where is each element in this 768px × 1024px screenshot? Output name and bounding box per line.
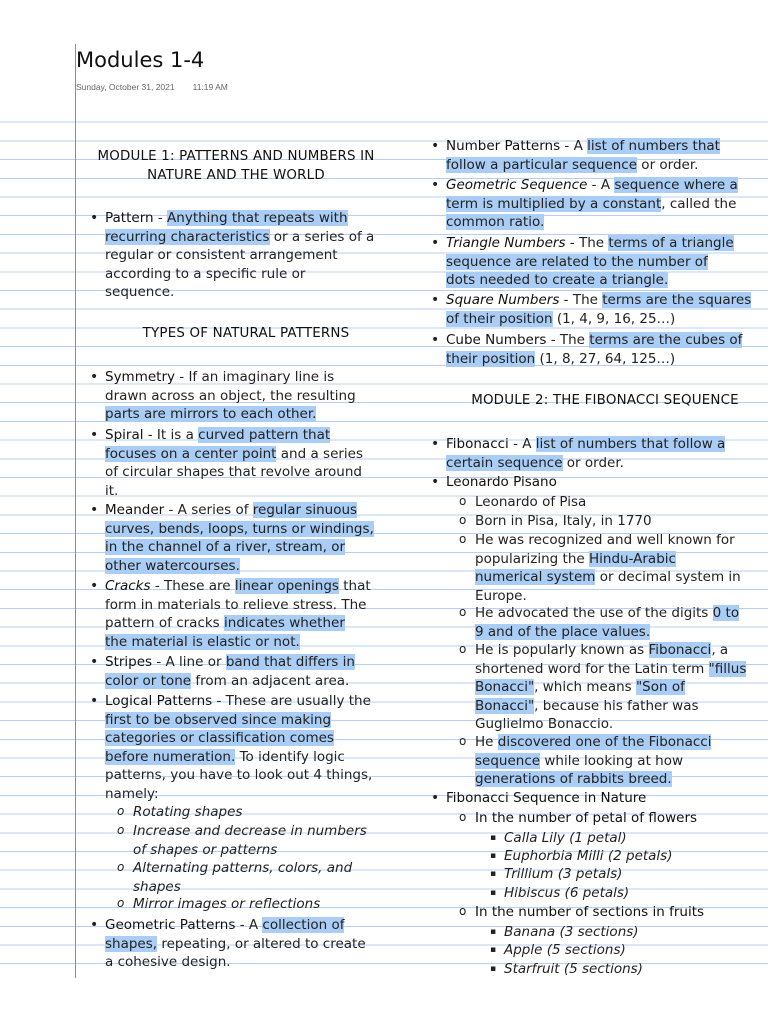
text-run: , which means bbox=[534, 679, 636, 695]
text-run: , a bbox=[711, 642, 729, 658]
text-run: linear openings bbox=[234, 578, 339, 594]
text-run: form in materials to relieve stress. The bbox=[105, 596, 367, 613]
text-run: patterns, you have to look out 4 things, bbox=[105, 767, 373, 783]
bullet-symmetry bbox=[105, 368, 395, 424]
text-run: Bonacci" bbox=[475, 679, 535, 695]
text-run: sequence where a bbox=[614, 177, 738, 193]
text-run: - The bbox=[546, 332, 590, 348]
text-run: dots needed to create a triangle. bbox=[446, 272, 669, 288]
text-run: of circular shapes that revolve around bbox=[105, 464, 362, 480]
fruit-item: ▪ Banana (3 sections) bbox=[504, 923, 764, 942]
text-run: from an adjacent area. bbox=[191, 672, 350, 689]
text-run: sequence. bbox=[105, 284, 175, 300]
text-run: band that differs in bbox=[225, 654, 355, 670]
term-label: Cracks bbox=[105, 578, 151, 594]
text-run: color or tone bbox=[105, 672, 192, 689]
bullet-leonardo-pisano bbox=[446, 473, 766, 492]
text-run: repeating, or altered to create bbox=[157, 935, 366, 952]
text-run: - The bbox=[559, 292, 603, 308]
page-bottom-whitespace bbox=[0, 978, 768, 1024]
text-run: - These are bbox=[150, 578, 235, 594]
bullet-square-numbers bbox=[446, 291, 766, 328]
logic-subitem bbox=[133, 803, 395, 822]
text-run: other watercourses. bbox=[105, 557, 240, 574]
term-label: Symmetry bbox=[105, 369, 175, 385]
bullet-spiral bbox=[105, 426, 395, 500]
module2-heading: MODULE 2: THE FIBONACCI SEQUENCE bbox=[471, 393, 739, 408]
text-run: shortened word for the Latin term bbox=[475, 660, 709, 677]
text-run: first to be observed since making bbox=[105, 711, 332, 728]
text-run: , because his father was bbox=[534, 697, 699, 714]
text-run: categories or classification comes bbox=[105, 730, 334, 746]
text-run: in the channel of a river, stream, or bbox=[105, 539, 346, 555]
bullet-cube-numbers bbox=[446, 331, 766, 368]
text-run: or a series of a bbox=[269, 228, 375, 245]
text-run: Hindu-Arabic bbox=[588, 550, 676, 567]
text-run: sequence bbox=[475, 752, 541, 769]
text-run: according to a specific rule or bbox=[105, 265, 306, 282]
text-run: (1, 4, 9, 16, 25…) bbox=[552, 310, 676, 327]
text-run: He was recognized and well known for bbox=[475, 532, 735, 548]
text-run: - A series of bbox=[164, 502, 253, 518]
text-run: drawn across an object, the resulting bbox=[105, 387, 356, 404]
text-run: Fibonacci bbox=[648, 642, 712, 658]
term-label: Geometric Patterns bbox=[105, 917, 236, 933]
term-fibonacci: Fibonacci bbox=[446, 436, 509, 452]
text-run: curves, bends, loops, turns or windings, bbox=[105, 520, 374, 537]
text-run: regular or consistent arrangement bbox=[105, 247, 338, 263]
text-run: generations of rabbits breed. bbox=[475, 771, 672, 787]
text-run: - A bbox=[560, 138, 588, 154]
text-run: common ratio. bbox=[446, 214, 545, 230]
petals-heading: In the number of petal of flowers bbox=[475, 810, 698, 826]
bullet-geometric-sequence bbox=[446, 176, 766, 232]
term-label: Cube Numbers bbox=[446, 332, 547, 348]
bullet-triangle-numbers bbox=[446, 234, 766, 290]
pisano-subitem bbox=[475, 641, 767, 734]
logic-subitem-text: Increase and decrease in numbers bbox=[133, 823, 367, 839]
petal-item: ▪ Hibiscus (6 petals) bbox=[504, 884, 764, 903]
term-label: Square Numbers bbox=[446, 292, 560, 308]
text-run: list of numbers that bbox=[587, 138, 720, 154]
text-run: Guglielmo Bonaccio. bbox=[475, 716, 614, 732]
logic-subitem-text: Mirror images or reflections bbox=[133, 896, 321, 912]
text-run: - A bbox=[587, 177, 615, 193]
text-run: recurring characteristics bbox=[105, 228, 270, 245]
text-run: 9 and of the place values. bbox=[475, 623, 651, 640]
text-run: "Son of bbox=[635, 679, 685, 695]
text-run: it. bbox=[105, 482, 119, 499]
term-label: Stripes bbox=[105, 654, 153, 670]
text-run: - A bbox=[508, 436, 536, 452]
bullet-meander bbox=[105, 501, 395, 575]
module1-heading-line2: NATURE AND THE WORLD bbox=[147, 168, 325, 183]
text-run: curved pattern that bbox=[198, 427, 331, 443]
text-run: discovered one of the Fibonacci bbox=[497, 734, 712, 750]
text-run: Anything that repeats with bbox=[167, 210, 348, 226]
text-run: or decimal system in bbox=[595, 569, 741, 585]
text-run: that bbox=[338, 578, 371, 594]
bullet-number-patterns bbox=[446, 137, 766, 174]
text-run: numerical system bbox=[475, 569, 596, 585]
text-run: - The bbox=[565, 235, 609, 251]
text-run: term is multiplied by a constant bbox=[446, 195, 662, 212]
text-run: list of numbers that follow a bbox=[535, 436, 726, 452]
fruits-heading: In the number of sections in fruits bbox=[475, 904, 705, 920]
types-heading: TYPES OF NATURAL PATTERNS bbox=[142, 326, 350, 341]
petal-item: ▪ Trillium (3 petals) bbox=[504, 865, 764, 884]
petal-item: ▪ Euphorbia Milli (2 petals) bbox=[504, 847, 764, 866]
module1-heading bbox=[76, 147, 396, 185]
text-run: focuses on a center point bbox=[105, 445, 277, 462]
text-run: namely: bbox=[105, 785, 159, 802]
text-run: Europe. bbox=[475, 587, 527, 604]
logic-subitem-text: Alternating patterns, colors, and bbox=[133, 860, 353, 876]
text-run: He bbox=[475, 734, 498, 750]
text-run: the material is elastic or not. bbox=[105, 633, 300, 650]
fruit-item: ▪ Starfruit (5 sections) bbox=[504, 960, 764, 978]
page-title: Modules 1-4 bbox=[76, 48, 205, 72]
text-run: 0 to bbox=[712, 605, 740, 621]
text-run: while looking at how bbox=[540, 752, 684, 769]
sub-fruits bbox=[475, 903, 765, 922]
text-run: - It is a bbox=[143, 427, 199, 443]
term-label: Meander bbox=[105, 502, 165, 518]
logic-subitem-text: Rotating shapes bbox=[133, 804, 243, 820]
module1-heading-line1: MODULE 1: PATTERNS AND NUMBERS IN bbox=[97, 149, 375, 164]
text-run: , called the bbox=[661, 195, 737, 212]
text-run: - A line or bbox=[152, 654, 226, 670]
text-run: sequence are related to the number of bbox=[446, 253, 708, 270]
pisano-subitem bbox=[475, 604, 767, 641]
bullet-fibonacci bbox=[446, 435, 766, 472]
text-run: or order. bbox=[637, 156, 699, 173]
term-pattern: Pattern bbox=[105, 210, 154, 226]
text-run: To identify logic bbox=[235, 748, 345, 765]
text-run: He advocated the use of the digits bbox=[475, 605, 713, 621]
bullet-cracks bbox=[105, 577, 395, 651]
text-run: - bbox=[153, 210, 168, 226]
term-label: Spiral bbox=[105, 427, 144, 443]
page-time: 11:19 AM bbox=[192, 82, 228, 92]
text-run: - If an imaginary line is bbox=[175, 369, 335, 385]
text-run: terms are the squares bbox=[602, 292, 752, 308]
text-run: and a series bbox=[276, 445, 364, 462]
pisano-subitem bbox=[475, 512, 767, 531]
bullet-stripes bbox=[105, 653, 395, 690]
term-label: Triangle Numbers bbox=[446, 235, 566, 251]
text-run: their position bbox=[446, 350, 536, 367]
text-run: popularizing the bbox=[475, 550, 589, 567]
term-label: Geometric Sequence bbox=[446, 177, 588, 193]
text-run: regular sinuous bbox=[252, 502, 358, 518]
text-run: collection of bbox=[262, 917, 345, 933]
text-run: He is popularly known as bbox=[475, 642, 649, 658]
logic-subitem bbox=[133, 822, 395, 859]
pisano-subitem bbox=[475, 493, 767, 512]
text-run: pattern of cracks bbox=[105, 615, 225, 631]
term-label: Logical Patterns bbox=[105, 693, 213, 709]
bullet-geometric-patterns bbox=[105, 916, 395, 972]
logic-subitem bbox=[133, 859, 395, 896]
sub-petals bbox=[475, 809, 765, 828]
text-run: parts are mirrors to each other. bbox=[105, 406, 317, 422]
term-fibonacci-nature: Fibonacci Sequence in Nature bbox=[446, 790, 647, 806]
bullet-fibonacci-nature bbox=[446, 789, 766, 808]
text-run: Born in Pisa, Italy, in 1770 bbox=[475, 513, 652, 529]
page-date: Sunday, October 31, 2021 bbox=[76, 82, 175, 92]
text-run: indicates whether bbox=[224, 615, 345, 631]
text-run: terms of a triangle bbox=[608, 235, 734, 251]
text-run: Leonardo of Pisa bbox=[475, 494, 587, 510]
text-run: - These are usually the bbox=[212, 693, 371, 709]
text-run: Bonacci" bbox=[475, 697, 535, 714]
text-run: before numeration. bbox=[105, 748, 236, 765]
text-run: - A bbox=[235, 917, 263, 933]
text-run: shapes, bbox=[105, 935, 158, 952]
petal-item: ▪ Calla Lily (1 petal) bbox=[504, 829, 764, 848]
fruit-item: ▪ Apple (5 sections) bbox=[504, 941, 764, 960]
text-run: "fillus bbox=[708, 660, 747, 677]
term-leonardo-pisano: Leonardo Pisano bbox=[446, 474, 557, 490]
term-label: Number Patterns bbox=[446, 138, 561, 154]
text-run: (1, 8, 27, 64, 125…) bbox=[535, 350, 676, 367]
logic-subitem bbox=[133, 895, 395, 914]
bullet-pattern bbox=[105, 209, 395, 302]
text-run: a cohesive design. bbox=[105, 954, 231, 970]
page-timestamp bbox=[76, 82, 228, 92]
logic-subitem-text: shapes bbox=[133, 878, 181, 895]
text-run: terms are the cubes of bbox=[589, 332, 743, 348]
text-run: of their position bbox=[446, 310, 553, 327]
text-run: or order. bbox=[562, 454, 624, 471]
logic-subitem-text: of shapes or patterns bbox=[133, 841, 278, 858]
text-run: follow a particular sequence bbox=[446, 156, 638, 173]
pisano-subitem bbox=[475, 733, 767, 789]
pisano-subitem bbox=[475, 531, 767, 605]
text-run: certain sequence bbox=[446, 454, 563, 471]
bullet-logical-patterns bbox=[105, 692, 395, 803]
